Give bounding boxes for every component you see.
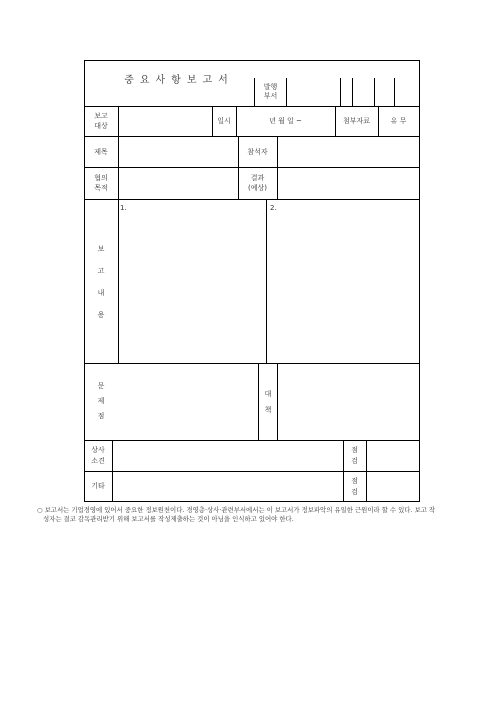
countermeasure-label-char: 책 (264, 406, 272, 414)
content-label-char: 용 (97, 311, 105, 319)
content-label-char: 보 (97, 245, 105, 253)
subject-label: 제목 (94, 148, 108, 156)
attachment-label: 첨부자료 (342, 117, 371, 125)
content-item-2-number: 2. (270, 204, 277, 212)
issuing-dept-label-2: 부서 (263, 92, 278, 100)
row-divider (84, 106, 420, 107)
date-label: 일시 (217, 117, 231, 125)
form-border-bottom (84, 501, 420, 502)
row-divider (84, 199, 420, 200)
footnote (37, 506, 477, 524)
cell-divider (374, 78, 375, 106)
content-label-char: 내 (97, 289, 105, 297)
cell-divider (340, 78, 341, 106)
report-target-label-1: 보고 (94, 112, 108, 120)
cell-divider (258, 363, 259, 440)
cell-divider (277, 136, 278, 167)
footnote-line-1: ○ 보고서는 기업경영에 있어서 중요한 정보원천이다. 경영층·상사·관련부서에서는 이 보고서가 정보파악의 유일한 근원이라 할 수 있다. 보고 작 (37, 506, 436, 514)
label-column-divider (112, 440, 113, 502)
superior-opinion-label-1: 상사 (91, 446, 105, 454)
report-form (84, 60, 420, 502)
row-divider (84, 363, 420, 364)
other-label: 기타 (91, 482, 105, 490)
problem-label-char: 문 (97, 382, 105, 390)
result-label-2: (예상) (248, 184, 267, 192)
report-target-label-2: 대상 (94, 122, 108, 130)
superior-opinion-label-2: 소견 (91, 457, 105, 465)
row-divider (84, 471, 420, 472)
cell-divider (394, 78, 395, 106)
cell-divider (277, 363, 278, 440)
row-divider (84, 167, 420, 168)
check-label-1: 점 (351, 477, 358, 485)
cell-divider (277, 167, 278, 199)
content-item-1-number: 1. (120, 204, 127, 212)
cell-divider (366, 440, 367, 502)
form-title: 중요사항보고서 (124, 75, 234, 86)
attendees-label: 참석자 (247, 148, 268, 156)
countermeasure-label-char: 대 (264, 390, 272, 398)
footnote-line-2: 성자는 결코 감독관리받기 위해 보고서를 작성제출하는 것이 아님을 인식하고 있어야 한다. (43, 515, 294, 523)
form-border-right (419, 60, 420, 502)
attachment-value: 유 무 (390, 117, 407, 125)
problem-label-char: 제 (97, 397, 105, 405)
purpose-label-1: 협의 (94, 174, 108, 182)
row-divider (84, 136, 420, 137)
problem-label-char: 점 (97, 412, 105, 420)
date-value: 년 월 일 ~ (269, 117, 302, 125)
check-label-2: 검 (351, 488, 358, 496)
row-divider (84, 440, 420, 441)
issuing-dept-label-1: 발행 (263, 83, 278, 91)
result-label-1: 결과 (250, 174, 265, 182)
content-label-char: 고 (97, 267, 105, 275)
check-label-1: 점 (351, 446, 358, 454)
content-split-divider (266, 199, 267, 363)
cell-divider (286, 78, 287, 106)
label-column-divider (118, 106, 119, 363)
check-label-2: 검 (351, 457, 358, 465)
cell-divider (352, 78, 353, 106)
purpose-label-2: 목적 (94, 184, 108, 192)
form-border-top (84, 60, 420, 61)
